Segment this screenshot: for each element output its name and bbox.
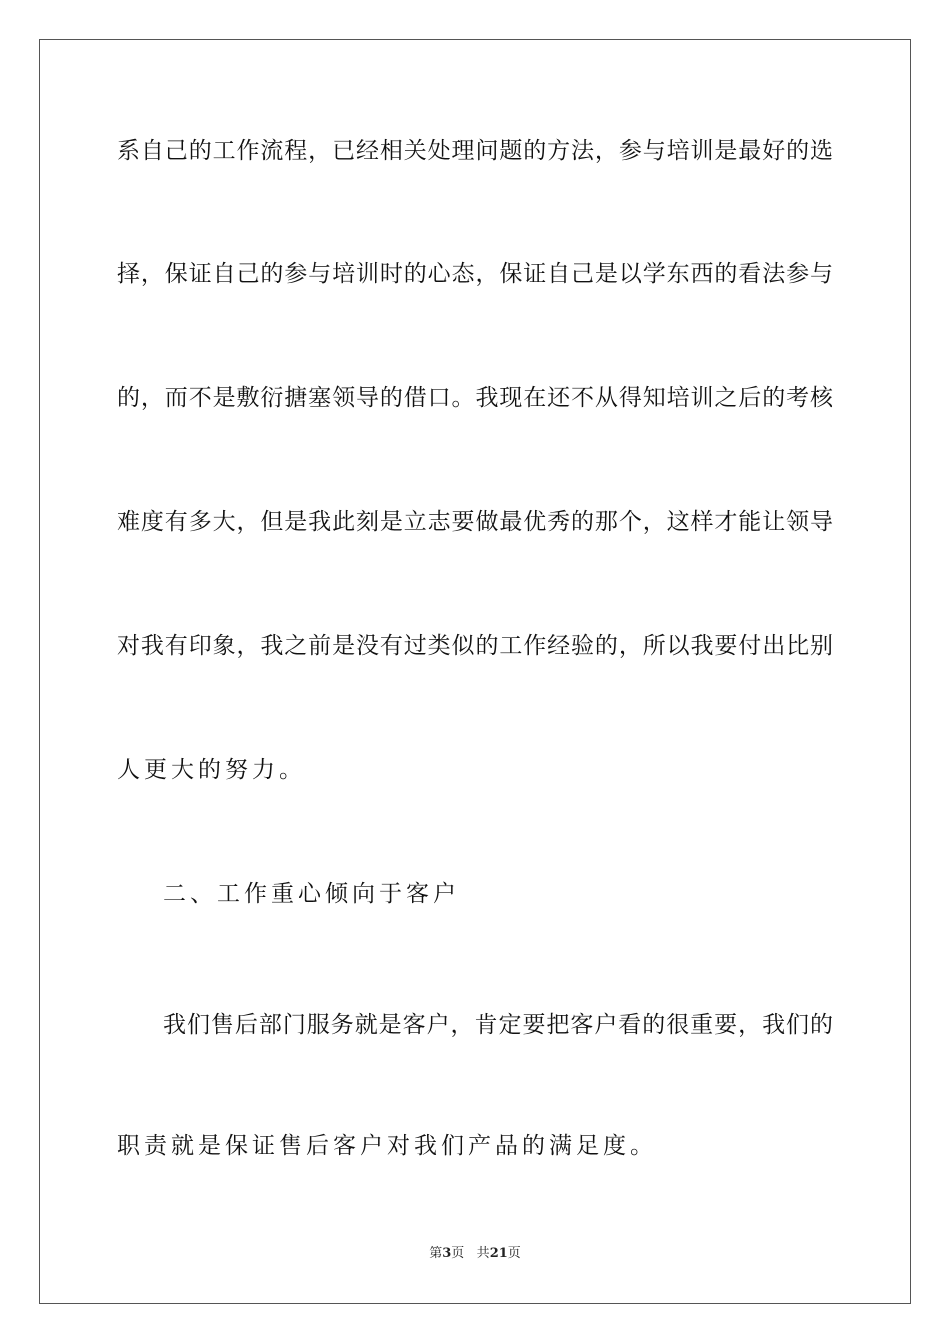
paragraph-line-2: 职责就是保证售后客户对我们产品的满足度。 — [117, 1133, 657, 1159]
body-line-1: 系自己的工作流程，已经相关处理问题的方法，参与培训是最好的选 — [117, 138, 833, 164]
paragraph-line-1: 我们售后部门服务就是客户，肯定要把客户看的很重要，我们的 — [163, 1012, 833, 1038]
footer-total-pages: 21 — [489, 1246, 508, 1261]
body-line-4: 难度有多大，但是我此刻是立志要做最优秀的那个，这样才能让领导 — [117, 509, 833, 535]
section-heading: 二、工作重心倾向于客户 — [163, 881, 460, 907]
footer-page-suffix: 页 — [451, 1246, 465, 1261]
page-footer — [0, 1245, 950, 1263]
body-line-6: 人更大的努力。 — [117, 757, 306, 783]
footer-total-prefix: 共 — [476, 1246, 490, 1261]
footer-page-number: 3 — [442, 1246, 452, 1261]
footer-prefix: 第 — [429, 1246, 443, 1261]
page-frame — [39, 39, 911, 1304]
body-line-3: 的，而不是敷衍搪塞领导的借口。我现在还不从得知培训之后的考核 — [117, 385, 833, 411]
body-line-5: 对我有印象，我之前是没有过类似的工作经验的，所以我要付出比别 — [117, 633, 833, 659]
body-line-2: 择，保证自己的参与培训时的心态，保证自己是以学东西的看法参与 — [117, 261, 833, 287]
footer-total-suffix: 页 — [507, 1246, 521, 1261]
